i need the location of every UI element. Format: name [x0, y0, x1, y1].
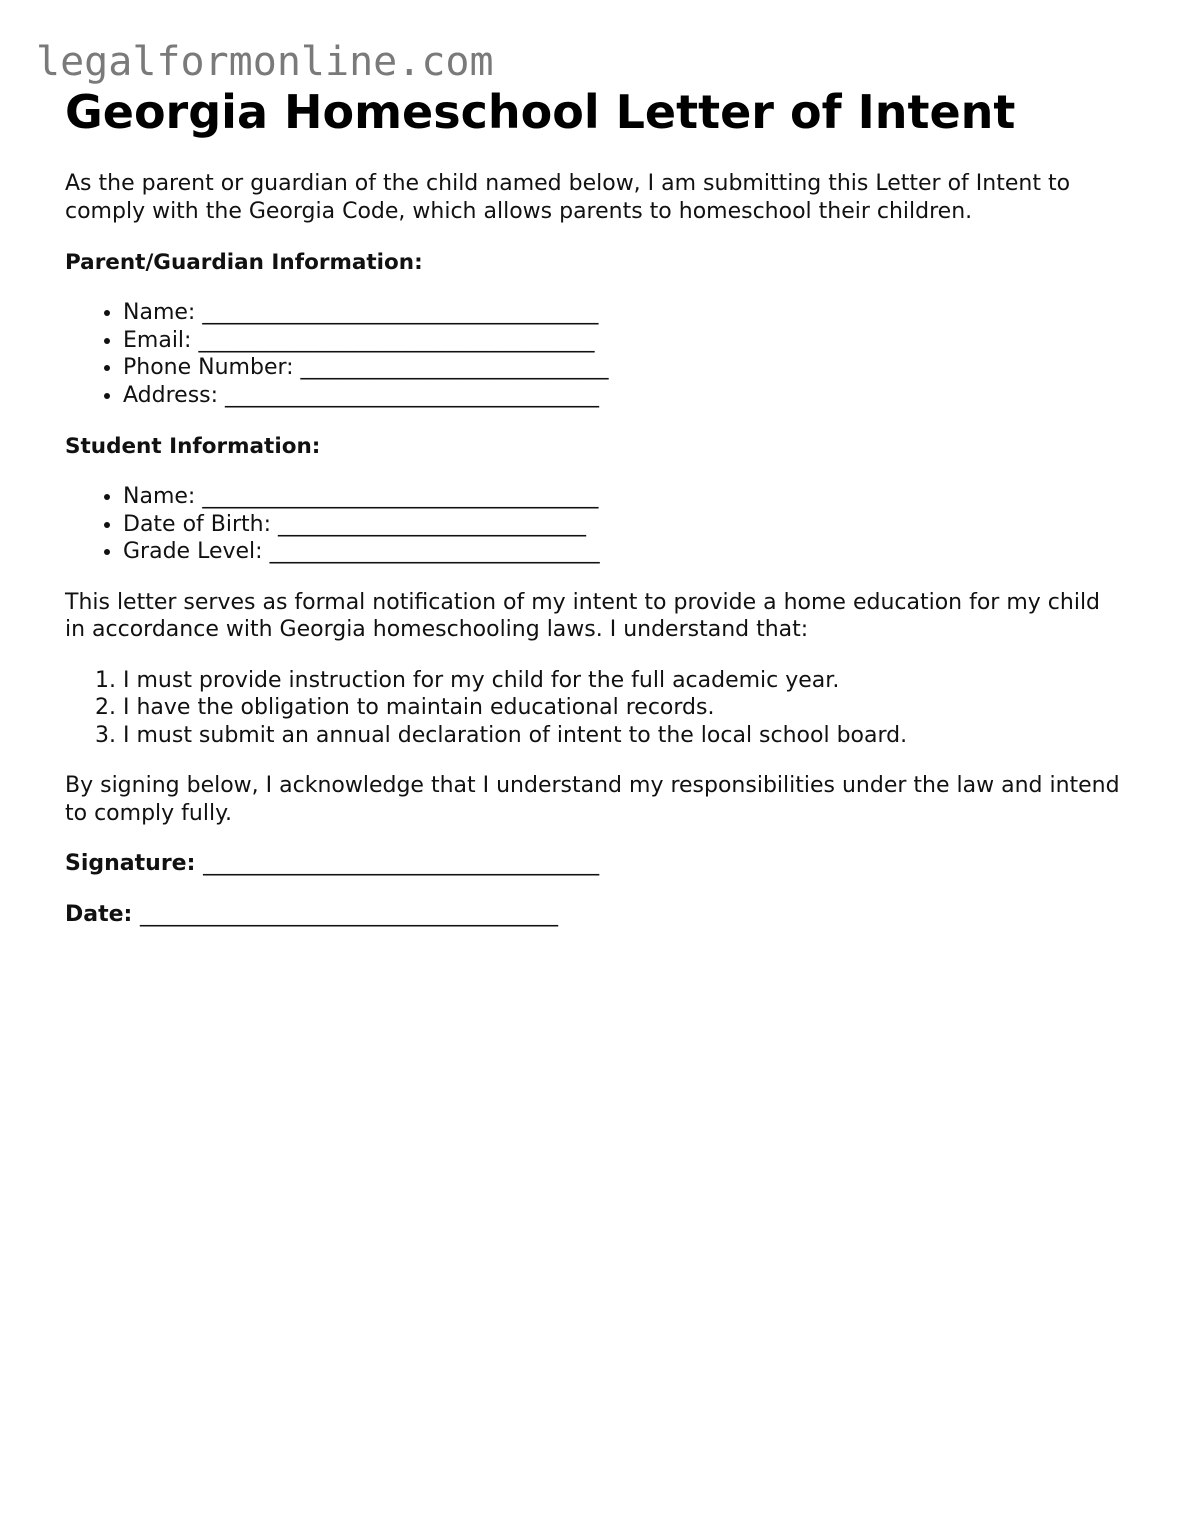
parent-name-field[interactable]: • Name: ____________________________________ — [123, 299, 1125, 327]
list-item: 1. I must provide instruction for my child for the full academic year. — [123, 667, 1125, 695]
acknowledgment-paragraph: By signing below, I acknowledge that I understand my responsibilities under the law and intend to comply fully. — [65, 773, 1120, 826]
list-item: 3. I must submit an annual declaration of intent to the local school board. — [123, 722, 1125, 750]
document-body — [65, 84, 1125, 928]
intro-paragraph: As the parent or guardian of the child named below, I am submitting this Letter of Intent to comply with the Georgia Code, which allows parents to homeschool their children. — [65, 171, 1071, 224]
parent-phone-field[interactable]: • Phone Number: ____________________________ — [123, 354, 1125, 382]
student-dob-field[interactable]: • Date of Birth: ____________________________ — [123, 511, 1125, 539]
parent-address-field[interactable]: • Address: __________________________________ — [123, 382, 1125, 410]
watermark: legalformonline.com — [36, 39, 494, 85]
student-name-field[interactable]: • Name: ____________________________________ — [123, 483, 1125, 511]
document-title: Georgia Homeschool Letter of Intent — [65, 85, 1016, 139]
parent-section-heading: Parent/Guardian Information: — [65, 250, 423, 275]
parent-fields-list — [65, 299, 1125, 409]
student-grade-field[interactable]: • Grade Level: ______________________________ — [123, 538, 1125, 566]
student-fields-list — [65, 483, 1125, 566]
obligations-list — [65, 667, 1125, 750]
student-section-heading: Student Information: — [65, 434, 321, 459]
notification-paragraph: This letter serves as formal notification of my intent to provide a home education for my child in accordance with Georgia homeschooling laws. I understand that: — [65, 589, 1101, 642]
signature-field[interactable]: Signature: ____________________________________ — [65, 851, 600, 876]
date-field[interactable]: Date: ______________________________________ — [65, 901, 559, 927]
list-item: 2. I have the obligation to maintain educational records. — [123, 694, 1125, 722]
parent-email-field[interactable]: • Email: ____________________________________ — [123, 327, 1125, 355]
